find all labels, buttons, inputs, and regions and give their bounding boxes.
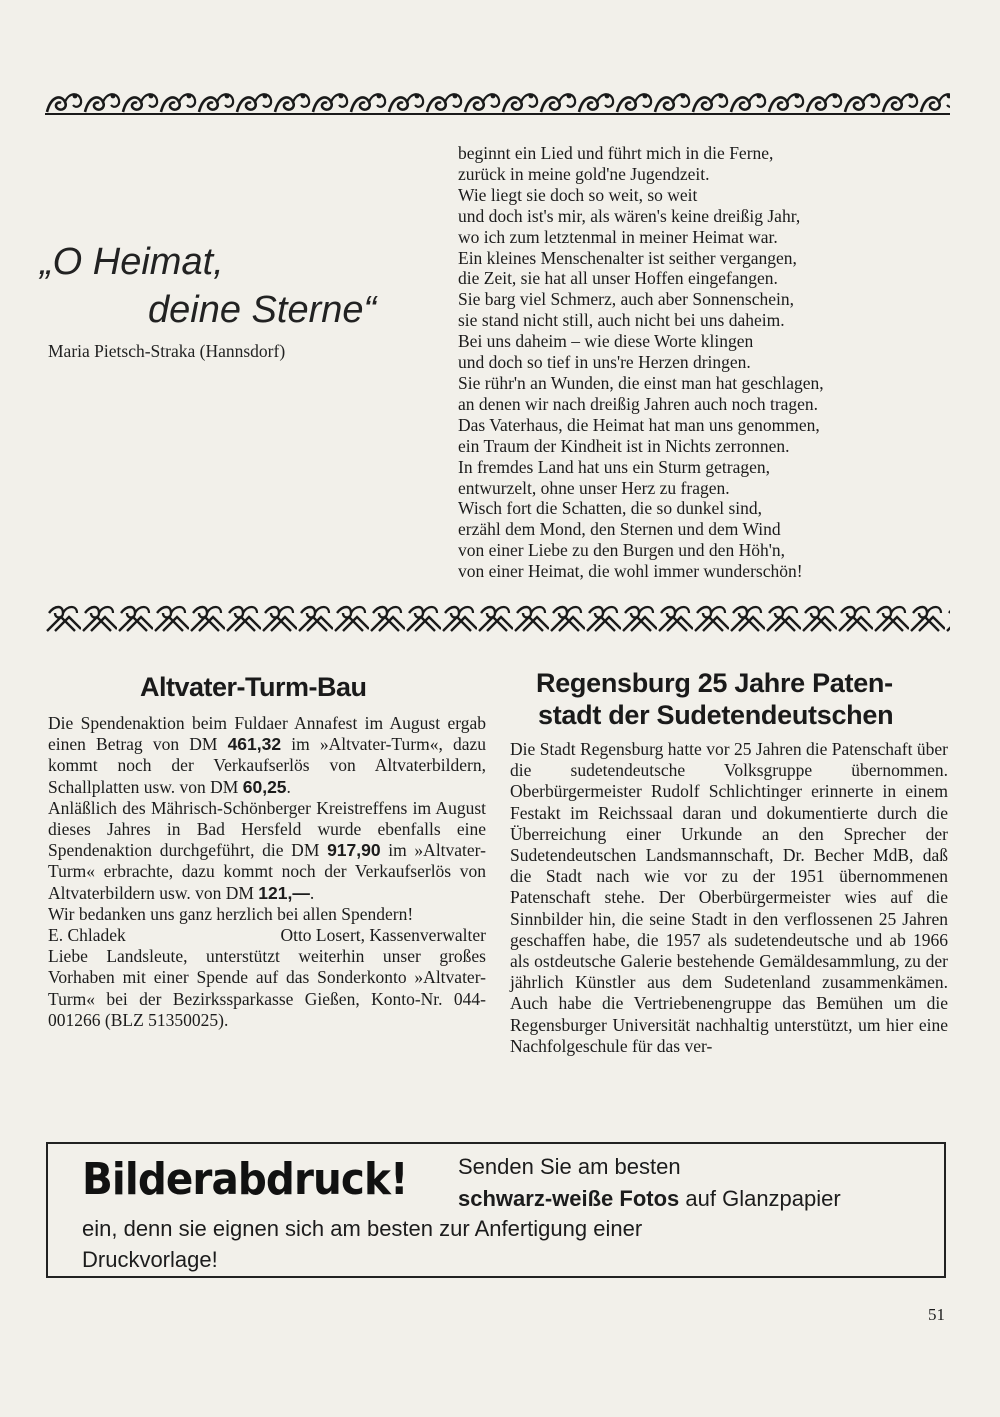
- poem-line: Ein kleines Menschenalter ist seither vergangen,: [458, 247, 797, 268]
- signature-losert: Otto Losert, Kassenverwalter: [280, 925, 486, 946]
- poem-title-line-2: deine Sterne“: [148, 289, 377, 331]
- poem-line: Sie rühr'n an Wunden, die einst man hat geschlagen,: [458, 372, 824, 393]
- left-article-p1-text-c: .: [286, 776, 291, 797]
- right-article-headline: [536, 667, 893, 731]
- ornament-border-top: [45, 88, 950, 118]
- poem-title: [40, 238, 400, 334]
- poem-line: die Zeit, sie hat all unser Hoffen eingefangen.: [458, 268, 778, 289]
- poem-line: erzähl dem Mond, den Sternen und dem Wind: [458, 519, 781, 540]
- amount-hersfeld: 917,90: [327, 840, 381, 861]
- poem-line: Bei uns daheim – wie diese Worte klingen: [458, 331, 754, 352]
- left-article-paragraph-2: [48, 798, 486, 904]
- poem-line: In fremdes Land hat uns ein Sturm getragen,: [458, 456, 770, 477]
- poem-line: zurück in meine gold'ne Jugendzeit.: [458, 163, 710, 184]
- poem-text: [458, 143, 958, 582]
- poem-line: beginnt ein Lied und führt mich in die Ferne,: [458, 143, 774, 163]
- left-article-p1-text-a: Die Spendenaktion beim Fuldaer Annafest im August ergab einen Betrag von DM: [48, 713, 486, 755]
- poem-line: Wie liegt sie doch so weit, so weit: [458, 184, 698, 205]
- left-article-p1-text-b: im »Altvater-Turm«, dazu kommt noch der Verkaufserlös von Altvaterbildern, Schallplatten usw. von DM: [48, 734, 486, 797]
- poem-line: wo ich zum letztenmal in meiner Heimat war.: [458, 226, 778, 247]
- poem-line: und doch ist's mir, als wären's keine dreißig Jahr,: [458, 205, 801, 226]
- poem-title-line-1: „O Heimat,: [40, 241, 224, 283]
- notice-line-1: Senden Sie am besten: [458, 1154, 681, 1179]
- photo-notice-box: [46, 1142, 946, 1278]
- poem-line: von einer Heimat, die wohl immer wunderschön!: [458, 561, 803, 582]
- left-article-p2-text-c: .: [309, 882, 315, 903]
- left-article-appeal: Liebe Landsleute, unterstützt weiterhin unser großes Vorhaben mit einer Spende auf das Sonderkonto »Altvater-Turm« bei der Bezirkssparkasse Gießen, Konto-Nr. 044-001266 (BLZ 51350025).: [48, 946, 486, 1030]
- ornament-border-middle: [45, 603, 950, 633]
- amount-fulda-sales: 60,25: [242, 776, 287, 797]
- notice-line-4: Druckvorlage!: [82, 1247, 218, 1272]
- right-article-paragraph: Die Stadt Regensburg hatte vor 25 Jahren die Patenschaft über die sudetendeutsche Volksgruppe übernommen. Oberbürgermeister Rudolf Schlichtinger erinnerte in einem Festakt im Reichssaal daran und dokumentierte durch die Überreichung einer Urkunde an den Sprecher der Sudetendeutschen Landsmannschaft, Dr. Becher MdB, daß die Stadt nach wie vor zu der 1951 übernommenen Patenschaft stehe. Der Oberbürgermeister wies auf die Sinnbilder hin, die seine Stadt in den verflossenen 25 Jahren geschaffen habe, die 1957 als sudetendeutsche und ab 1966 als ostdeutsche Galerie bestehende Gemäldesammlung, zu der jährlich Künstler aus dem Sudetenland zusammenkämen. Auch habe die Vertriebenengruppe das Bemühen um die Regensburger Universität nachhaltig unterstützt, um hier eine Nachfolgeschule für das ver-: [510, 739, 948, 1056]
- left-article-headline: Altvater-Turm-Bau: [140, 672, 367, 702]
- poem-line: an denen wir nach dreißig Jahren auch noch tragen.: [458, 393, 819, 414]
- amount-fulda: 461,32: [227, 734, 282, 755]
- left-article-paragraph-1: [48, 713, 486, 798]
- right-article-headline-line-1: Regensburg 25 Jahre Paten-: [536, 668, 893, 698]
- left-article-p2-text-a: Anläßlich des Mährisch-Schönberger Kreistreffens im August dieses Jahres in Bad Hersfeld wurde ebenfalls eine Spendenaktion durchgeführt, die DM: [48, 797, 486, 861]
- amount-hersfeld-sales: 121,—: [258, 882, 310, 903]
- left-article-p2-text-b: im »Altvater-Turm« erbrachte, dazu kommt noch der Verkaufserlös von Altvaterbildern usw. von DM: [48, 840, 486, 903]
- right-article-body: [510, 739, 948, 1057]
- notice-line-3: ein, denn sie eignen sich am besten zur Anfertigung einer: [82, 1216, 643, 1241]
- poem-author: Maria Pietsch-Straka (Hannsdorf): [48, 341, 286, 361]
- notice-line-2-bold: schwarz-weiße Fotos: [458, 1186, 680, 1211]
- poem-line: Sie barg viel Schmerz, auch aber Sonnenschein,: [458, 289, 794, 310]
- poem-line: Wisch fort die Schatten, die so dunkel sind,: [458, 498, 763, 519]
- poem-line: Das Vaterhaus, die Heimat hat man uns genommen,: [458, 414, 820, 435]
- notice-line-2: [458, 1186, 841, 1212]
- left-article-thanks: Wir bedanken uns ganz herzlich bei allen Spendern!: [48, 903, 414, 924]
- signature-row: [48, 925, 486, 946]
- notice-title: Bilderabdruck!: [82, 1154, 408, 1205]
- poem-line: ein Traum der Kindheit ist in Nichts zerronnen.: [458, 435, 790, 456]
- signature-chladek: E. Chladek: [48, 925, 126, 946]
- poem-line: entwurzelt, ohne unser Herz zu fragen.: [458, 477, 730, 498]
- poem-line: von einer Liebe zu den Burgen und den Höh'n,: [458, 540, 785, 561]
- poem-line: und doch so tief in uns're Herzen dringen.: [458, 352, 751, 373]
- left-article-body: [48, 713, 486, 1031]
- notice-line-2-rest: auf Glanzpapier: [679, 1186, 841, 1211]
- right-article-headline-line-2: stadt der Sudetendeutschen: [538, 700, 894, 730]
- page-number: 51: [928, 1305, 945, 1324]
- poem-line: sie stand nicht still, auch nicht bei uns daheim.: [458, 310, 785, 331]
